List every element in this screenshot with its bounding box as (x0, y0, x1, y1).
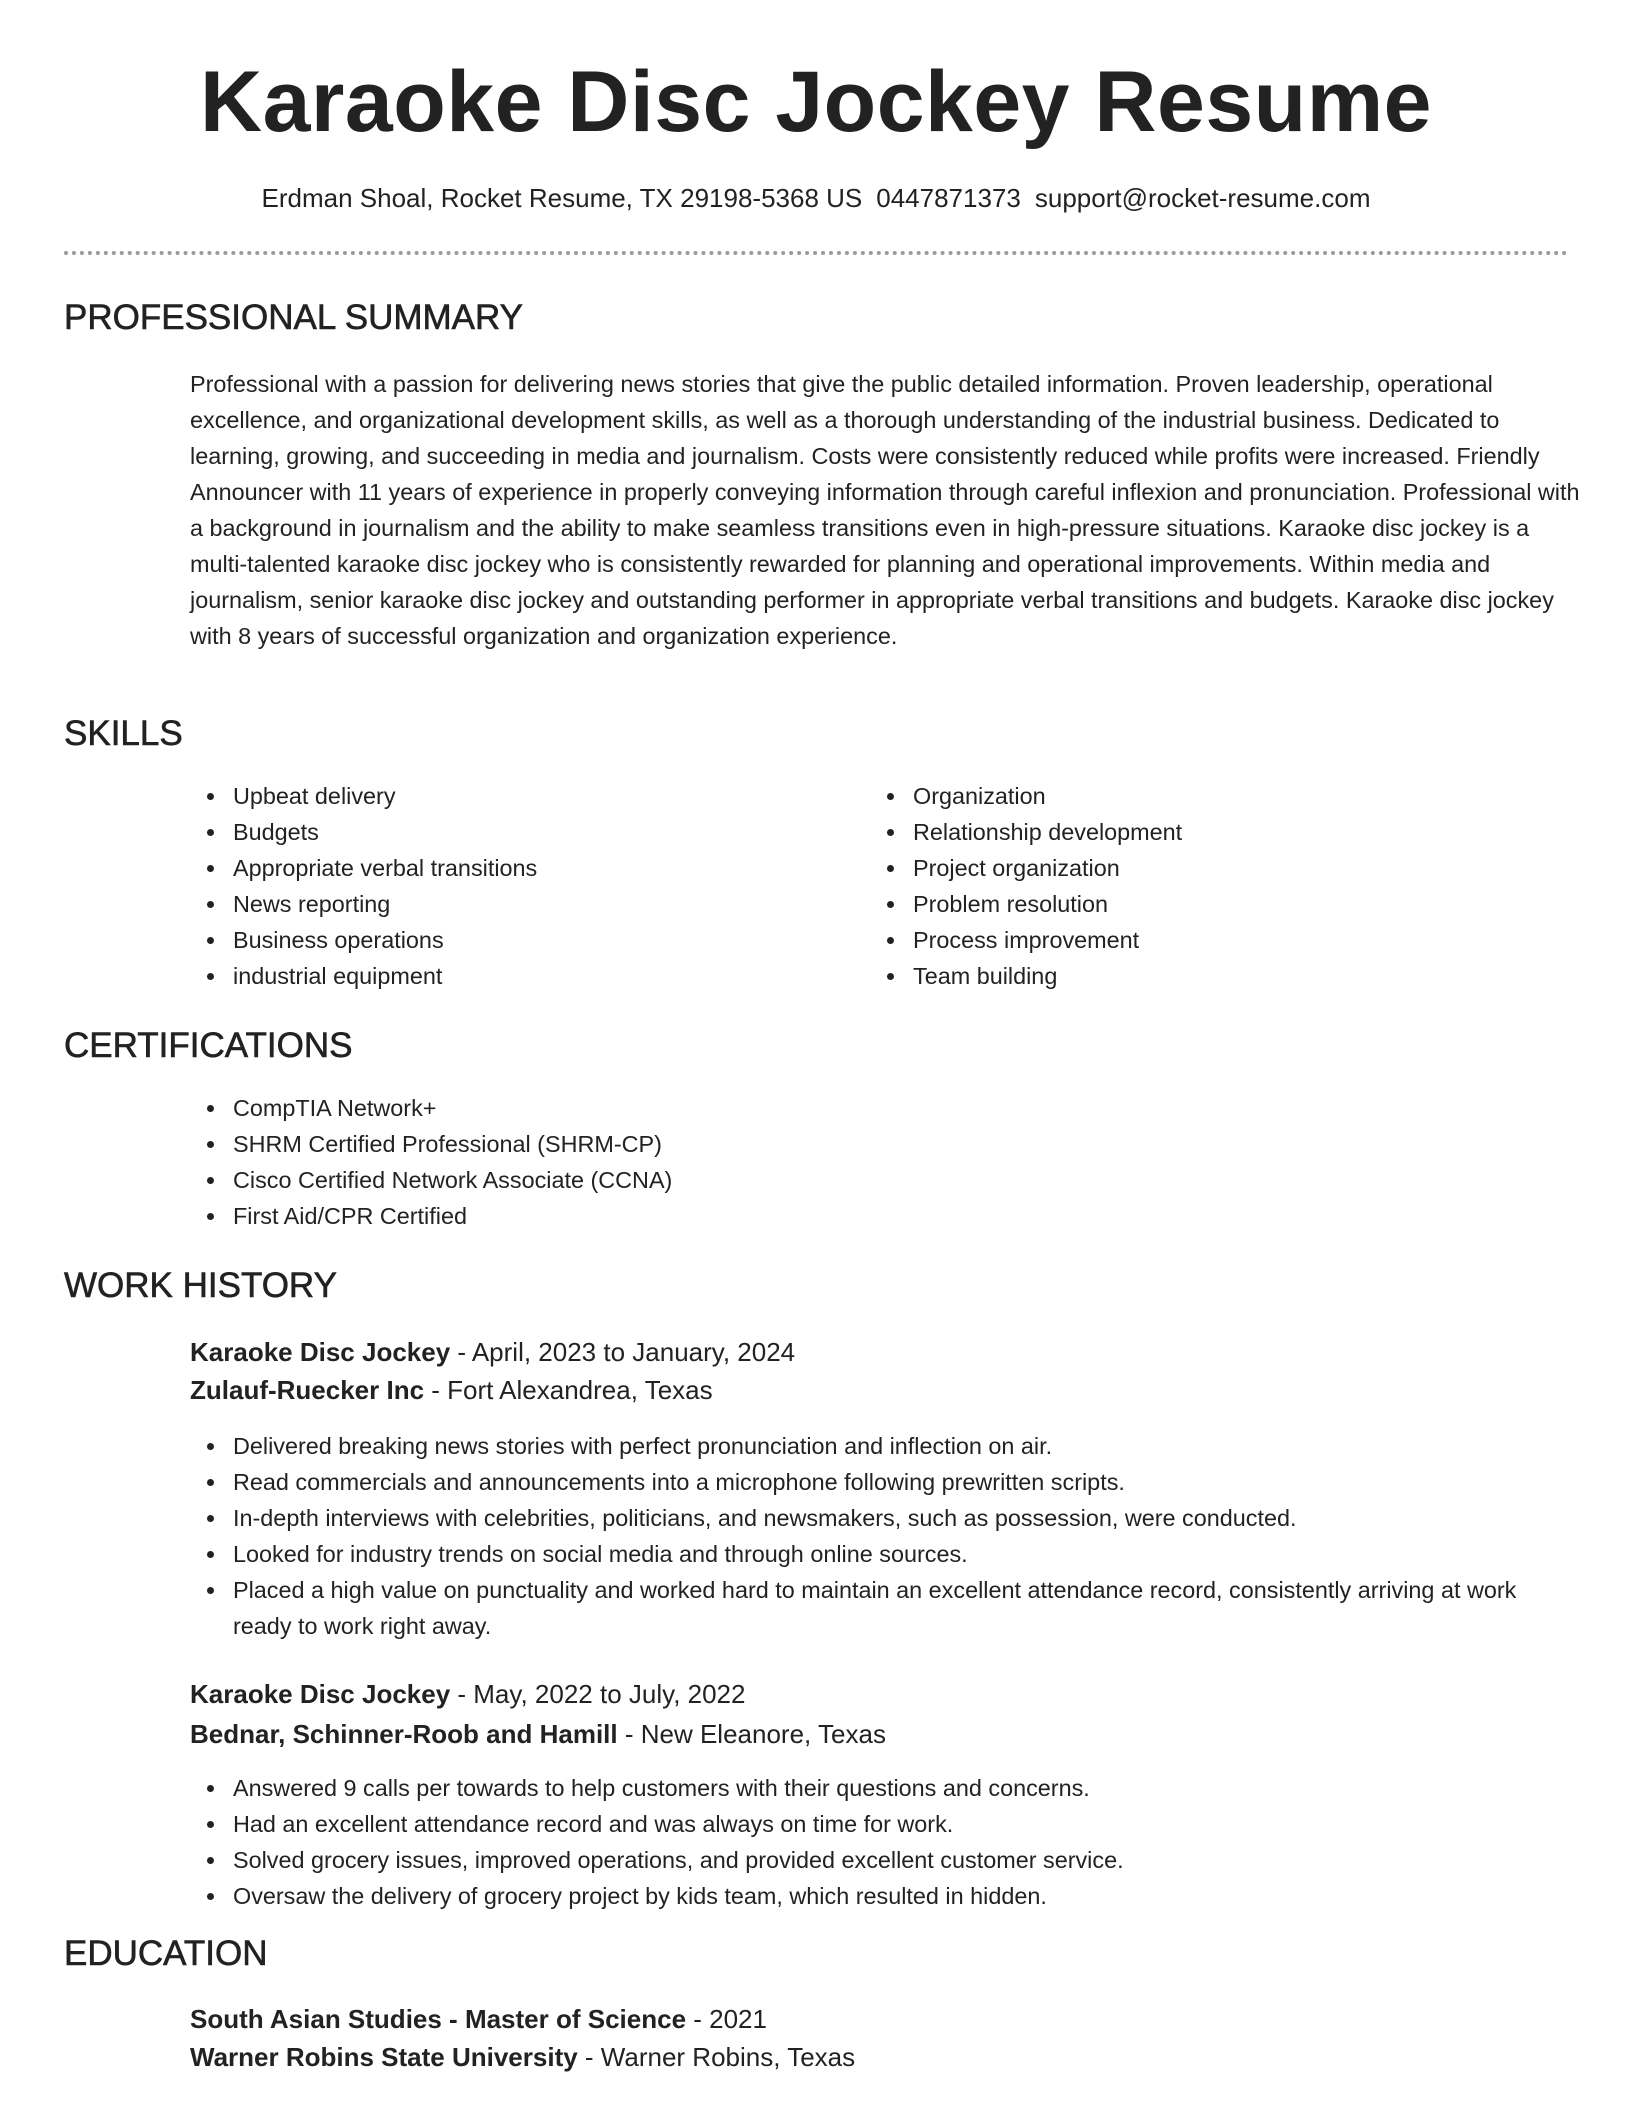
section-title-work-history: WORK HISTORY (64, 1266, 337, 1305)
skill-item: Relationship development (870, 814, 1182, 850)
job-bullet: Oversaw the delivery of grocery project by kids team, which resulted in hidden. (190, 1878, 1580, 1914)
section-title-summary: PROFESSIONAL SUMMARY (64, 298, 523, 337)
job-2-company: Bednar, Schinner-Roob and Hamill (190, 1719, 618, 1749)
job-1-location: - Fort Alexandrea, Texas (424, 1375, 713, 1405)
skill-item: Business operations (190, 922, 537, 958)
job-1-bullets (190, 1428, 1580, 1644)
job-2-dates: - May, 2022 to July, 2022 (450, 1679, 746, 1709)
summary-text: Professional with a passion for delivering news stories that give the public detailed information. Proven leadership, operational excellence, and organizational development skills, as well as a thorough understanding of the industrial business. Dedicated to learning, growing, and succeeding in media and journalism. Costs were consistently reduced while profits were increased. Friendly Announcer with 11 years of experience in properly conveying information through careful inflexion and pronunciation. Professional with a background in journalism and the ability to make seamless transitions even in high-pressure situations. Karaoke disc jockey is a multi-talented karaoke disc jockey who is consistently rewarded for planning and operational improvements. Within media and journalism, senior karaoke disc jockey and outstanding performer in appropriate verbal transitions and budgets. Karaoke disc jockey with 8 years of successful organization and organization experience. (190, 371, 1580, 649)
skill-item: Budgets (190, 814, 537, 850)
skill-item: Upbeat delivery (190, 778, 537, 814)
certification-item: CompTIA Network+ (190, 1090, 672, 1126)
job-bullet: In-depth interviews with celebrities, politicians, and newsmakers, such as possession, were conducted. (190, 1500, 1580, 1536)
contact-line (0, 180, 1632, 216)
skill-item: industrial equipment (190, 958, 537, 994)
job-2-title-line (190, 1675, 745, 1713)
job-bullet: Solved grocery issues, improved operations, and provided excellent customer service. (190, 1842, 1580, 1878)
contact-email: support@rocket-resume.com (1034, 183, 1371, 213)
skills-list-right (870, 778, 1182, 994)
job-bullet: Answered 9 calls per towards to help customers with their questions and concerns. (190, 1770, 1580, 1806)
section-title-certifications: CERTIFICATIONS (64, 1026, 353, 1065)
certification-item: SHRM Certified Professional (SHRM-CP) (190, 1126, 672, 1162)
job-bullet: Placed a high value on punctuality and worked hard to maintain an excellent attendance record, consistently arriving at work ready to work right away. (190, 1572, 1580, 1644)
section-title-education: EDUCATION (64, 1934, 268, 1973)
section-title-skills: SKILLS (64, 714, 183, 753)
education-year: - 2021 (686, 2004, 767, 2034)
contact-phone: 0447871373 (876, 183, 1021, 213)
contact-address: Erdman Shoal, Rocket Resume, TX 29198-5368 US (261, 183, 863, 213)
education-school-line (190, 2038, 855, 2076)
job-2-bullets (190, 1770, 1580, 1914)
job-1-role: Karaoke Disc Jockey (190, 1337, 451, 1367)
job-bullet: Read commercials and announcements into a microphone following prewritten scripts. (190, 1464, 1580, 1500)
education-school: Warner Robins State University (190, 2042, 578, 2072)
certifications-list (190, 1090, 672, 1234)
job-bullet: Delivered breaking news stories with perfect pronunciation and inflection on air. (190, 1428, 1580, 1464)
job-2-location: - New Eleanore, Texas (617, 1719, 886, 1749)
certification-item: First Aid/CPR Certified (190, 1198, 672, 1234)
education-degree-line (190, 2000, 767, 2038)
skill-item: News reporting (190, 886, 537, 922)
skill-item: Appropriate verbal transitions (190, 850, 537, 886)
education-degree: South Asian Studies - Master of Science (190, 2004, 687, 2034)
skill-item: Organization (870, 778, 1182, 814)
skill-item: Team building (870, 958, 1182, 994)
header-divider (64, 251, 1568, 255)
certification-item: Cisco Certified Network Associate (CCNA) (190, 1162, 672, 1198)
job-bullet: Looked for industry trends on social media and through online sources. (190, 1536, 1580, 1572)
job-2-role: Karaoke Disc Jockey (190, 1679, 451, 1709)
job-2-company-line (190, 1715, 886, 1753)
job-1-company-line (190, 1371, 713, 1409)
skill-item: Process improvement (870, 922, 1182, 958)
job-bullet: Had an excellent attendance record and was always on time for work. (190, 1806, 1580, 1842)
job-1-dates: - April, 2023 to January, 2024 (450, 1337, 796, 1367)
education-location: - Warner Robins, Texas (577, 2042, 856, 2072)
job-1-title-line (190, 1333, 795, 1371)
job-1-company: Zulauf-Ruecker Inc (190, 1375, 425, 1405)
resume-title: Karaoke Disc Jockey Resume (199, 54, 1433, 150)
skill-item: Project organization (870, 850, 1182, 886)
skills-list-left (190, 778, 537, 994)
skill-item: Problem resolution (870, 886, 1182, 922)
